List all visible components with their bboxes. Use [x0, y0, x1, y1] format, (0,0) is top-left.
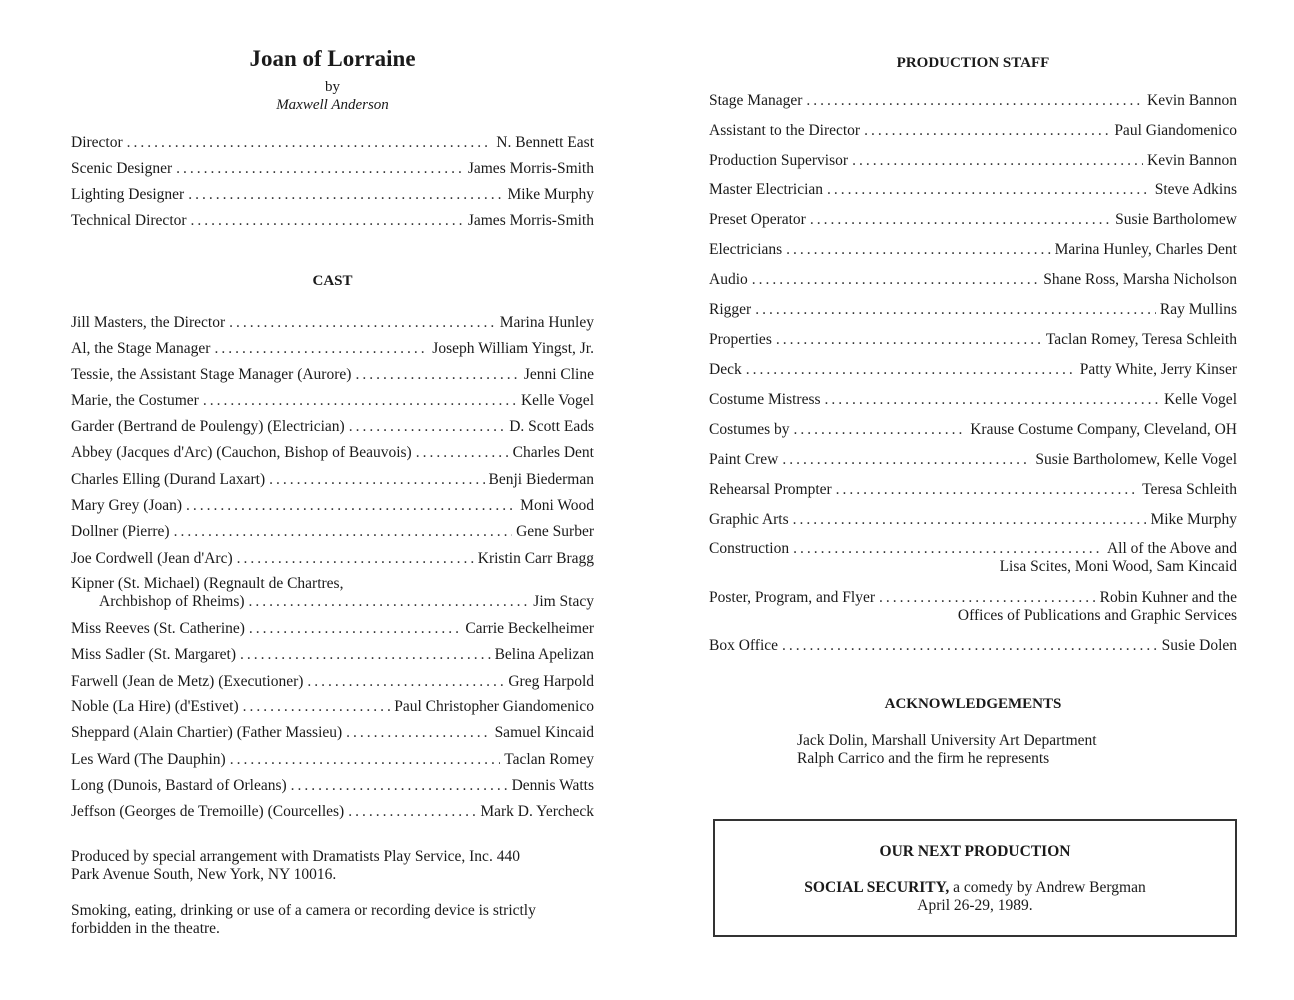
staff-entry: Audio ..... Shane Ross, Marsha Nicholson [709, 271, 1237, 289]
next-production-dates: April 26-29, 1989. [917, 897, 1033, 914]
cast-entry: Les Ward (The Dauphin) ..... Taclan Romey [71, 751, 594, 769]
cast-entry: Charles Elling (Durand Laxart) ..... Benji Biederman [71, 471, 594, 489]
cast-entry: Noble (La Hire) (d'Estivet) ..... Paul Christopher Giandomenico [71, 698, 594, 716]
next-production-heading: OUR NEXT PRODUCTION [879, 843, 1071, 860]
play-title: Joan of Lorraine [249, 46, 416, 71]
cast-entry: Tessie, the Assistant Stage Manager (Aurore) ..... Jenni Cline [71, 366, 594, 384]
cast-entry: Miss Sadler (St. Margaret) ..... Belina Apelizan [71, 646, 594, 664]
staff-entry: Graphic Arts ..... Mike Murphy [709, 511, 1237, 529]
staff-entry: Poster, Program, and Flyer ..... Robin Kuhner and the Offices of Publications and Graphic Services [709, 589, 1237, 625]
cast-entry: Miss Reeves (St. Catherine) ..... Carrie Beckelheimer [71, 620, 594, 638]
cast-entry: Sheppard (Alain Chartier) (Father Massieu) ..... Samuel Kincaid [71, 724, 594, 742]
cast-entry: Mary Grey (Joan) ..... Moni Wood [71, 497, 594, 515]
staff-entry: Rehearsal Prompter ..... Teresa Schleith [709, 481, 1237, 499]
staff-entry: Assistant to the Director ..... Paul Giandomenico [709, 122, 1237, 140]
cast-entry: Joe Cordwell (Jean d'Arc) ..... Kristin Carr Bragg [71, 550, 594, 568]
staff-entry: Electricians ..... Marina Hunley, Charles Dent [709, 241, 1237, 259]
next-production-show: SOCIAL SECURITY, a comedy by Andrew Bergman [804, 879, 1146, 896]
cast-entry: Long (Dunois, Bastard of Orleans) ..... Dennis Watts [71, 777, 594, 795]
cast-entry: Abbey (Jacques d'Arc) (Cauchon, Bishop of Beauvois) ..... Charles Dent [71, 444, 594, 462]
cast-entry: Garder (Bertrand de Poulengy) (Electrician) ..... D. Scott Eads [71, 418, 594, 436]
next-production-box [713, 819, 1237, 937]
cast-entry: Kipner (St. Michael) (Regnault de Chartres, Archbishop of Rheims) ..... Jim Stacy [71, 575, 594, 611]
acknowledgements-heading: ACKNOWLEDGEMENTS [884, 696, 1062, 712]
cast-entry: Dollner (Pierre) ..... Gene Surber [71, 523, 594, 541]
crew-entry: Director ..... N. Bennett East [71, 134, 594, 152]
staff-entry: Costume Mistress ..... Kelle Vogel [709, 391, 1237, 409]
cast-entry: Jeffson (Georges de Tremoille) (Courcelles) ..... Mark D. Yercheck [71, 803, 594, 821]
staff-entry: Paint Crew ..... Susie Bartholomew, Kelle Vogel [709, 451, 1237, 469]
crew-entry: Lighting Designer ..... Mike Murphy [71, 186, 594, 204]
theatre-rules-notice: Smoking, eating, drinking or use of a camera or recording device is strictly forbidden in the theatre. [71, 902, 536, 937]
staff-entry: Preset Operator ..... Susie Bartholomew [709, 211, 1237, 229]
staff-entry: Costumes by ..... Krause Costume Company, Cleveland, OH [709, 421, 1237, 439]
staff-entry: Deck ..... Patty White, Jerry Kinser [709, 361, 1237, 379]
staff-entry: Properties ..... Taclan Romey, Teresa Schleith [709, 331, 1237, 349]
staff-entry: Master Electrician ..... Steve Adkins [709, 181, 1237, 199]
staff-entry: Rigger ..... Ray Mullins [709, 301, 1237, 319]
staff-entry: Construction ..... All of the Above and Lisa Scites, Moni Wood, Sam Kincaid [709, 540, 1237, 576]
cast-entry: Jill Masters, the Director ..... Marina Hunley [71, 314, 594, 332]
by-line: by [325, 79, 340, 95]
staff-entry: Stage Manager ..... Kevin Bannon [709, 92, 1237, 110]
cast-entry: Al, the Stage Manager ..... Joseph William Yingst, Jr. [71, 340, 594, 358]
cast-entry: Marie, the Costumer ..... Kelle Vogel [71, 392, 594, 410]
cast-heading: CAST [312, 273, 353, 289]
acknowledgements-text: Jack Dolin, Marshall University Art Department Ralph Carrico and the firm he represents [797, 732, 1097, 767]
crew-entry: Technical Director ..... James Morris-Smith [71, 212, 594, 230]
crew-entry: Scenic Designer ..... James Morris-Smith [71, 160, 594, 178]
production-staff-heading: PRODUCTION STAFF [896, 55, 1050, 71]
cast-entry: Farwell (Jean de Metz) (Executioner) ..... Greg Harpold [71, 673, 594, 691]
rights-notice: Produced by special arrangement with Dramatists Play Service, Inc. 440 Park Avenue South, New York, NY 10016. [71, 848, 520, 883]
staff-entry: Production Supervisor ..... Kevin Bannon [709, 152, 1237, 170]
staff-entry: Box Office ..... Susie Dolen [709, 637, 1237, 655]
author-name: Maxwell Anderson [276, 97, 389, 113]
